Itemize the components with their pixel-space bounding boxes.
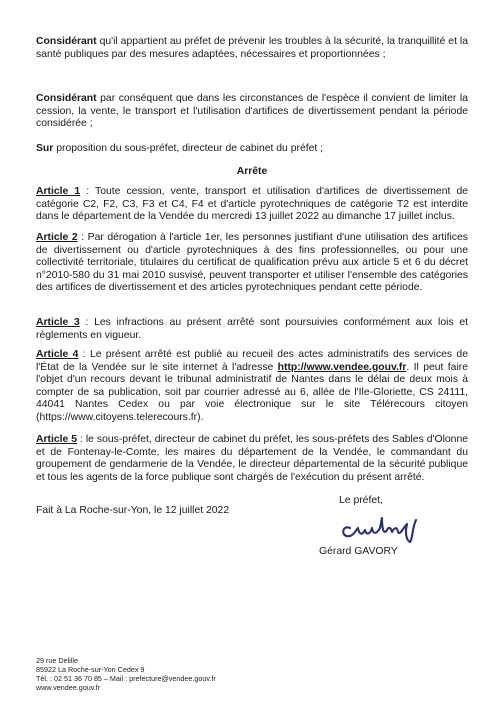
proposition-label: Sur (36, 143, 54, 154)
article-5-label: Article 5 (36, 434, 78, 445)
prefet-title: Le préfet, (339, 495, 383, 506)
place-date: Fait à La Roche-sur-Yon, le 12 juillet 2022 (36, 505, 230, 516)
considerant-2 (36, 93, 468, 131)
considerant-1-text: qu'il appartient au préfet de prévenir les troubles à la sécurité, la tranquillité et la santé publiques par des mesures adaptées, nécessaires et proportionnées ; (36, 36, 468, 60)
article-4-label: Article 4 (36, 349, 79, 360)
considerant-1-label: Considérant (36, 36, 97, 47)
considerant-2-text: par conséquent que dans les circonstances de l'espèce il convient de limiter la cession, la vente, le transport et l'utilisation d'artifices de divertissement pendant la période considérée ; (36, 93, 468, 130)
prefet-name: Gérard GAVORY (319, 546, 398, 557)
footer-address (36, 656, 216, 692)
footer-street: 29 rue Delille (36, 656, 78, 665)
proposition (36, 143, 468, 156)
considerant-2-label: Considérant (36, 93, 97, 104)
article-1-label: Article 1 (36, 186, 81, 197)
article-2 (36, 232, 468, 295)
article-3 (36, 317, 468, 342)
article-2-label: Article 2 (36, 232, 78, 243)
article-4-text-before: : Le présent arrêté est publié au recueil des actes administratifs des services de l'État de la Vendée sur le site internet à l'adresse (36, 349, 468, 373)
arrete-title: Arrête (236, 166, 268, 177)
article-2-text: : Par dérogation à l'article 1er, les personnes justifiant d'une utilisation des artifices de divertissement ou d'article pyrotechniques à des fins professionnelles, ou pour une collectivité territoriale, titulaires du certificat de qualification prévu aux article 5 et 6 du décret n°2010-580 du 31 mai 2010 susvisé, peuvent transporter et utiliser l'ensemble des catégories des artifices de divertissement et des articles pyrotechniques pendant cette période. (36, 232, 468, 294)
article-3-text: : Les infractions au présent arrêté sont poursuivies conformément aux lois et règlements en vigueur. (36, 317, 468, 341)
article-4 (36, 349, 468, 425)
article-1 (36, 186, 468, 224)
article-1-text: : Toute cession, vente, transport et utilisation d'artifices de divertissement de catégorie C2, F2, C3, F3 et C4, F4 et d'article pyrotechniques de catégorie T2 est interdite dans le département de la Vendée du mercredi 13 juillet 2022 au dimanche 17 juillet inclus. (36, 186, 468, 223)
article-5 (36, 434, 468, 484)
proposition-text: proposition du sous-préfet, directeur de cabinet du préfet ; (53, 143, 324, 154)
vendee-gouv-link[interactable]: http://www.vendee.gouv.fr (277, 361, 407, 373)
article-4-text-after: . Il peut faire l'objet d'un recours devant le tribunal administratif de Nantes dans le délai de deux mois à compter de sa publication, soit par courrier adressé au 6, allée de l'Ile-Gloriette, CS 24111, 44041 Nantes Cedex ou par voie électronique sur le site Télérecours citoyen (https://www.citoyens.telerecours.fr). (36, 361, 468, 423)
footer-city: 85922 La Roche-sur-Yon Cedex 9 (36, 665, 145, 674)
footer-website[interactable]: www.vendee.gouv.fr (36, 683, 101, 692)
considerant-1 (36, 36, 468, 61)
signature-graphic (336, 510, 428, 544)
footer-contact: Tél. : 02 51 36 70 85 – Mail : prefecture@vendee.gouv.fr (36, 674, 216, 683)
article-5-text: : le sous-préfet, directeur de cabinet du préfet, les sous-préfets des Sables d'Olonne et de Fontenay-le-Comte, les maires du département de la Vendée, le commandant du groupement de gendarmerie de la Vendée, le directeur départemental de la sécurité publique et tous les agents de la force publique sont chargés de l'exécution du présent arrêté. (36, 434, 468, 483)
article-3-label: Article 3 (36, 317, 80, 328)
